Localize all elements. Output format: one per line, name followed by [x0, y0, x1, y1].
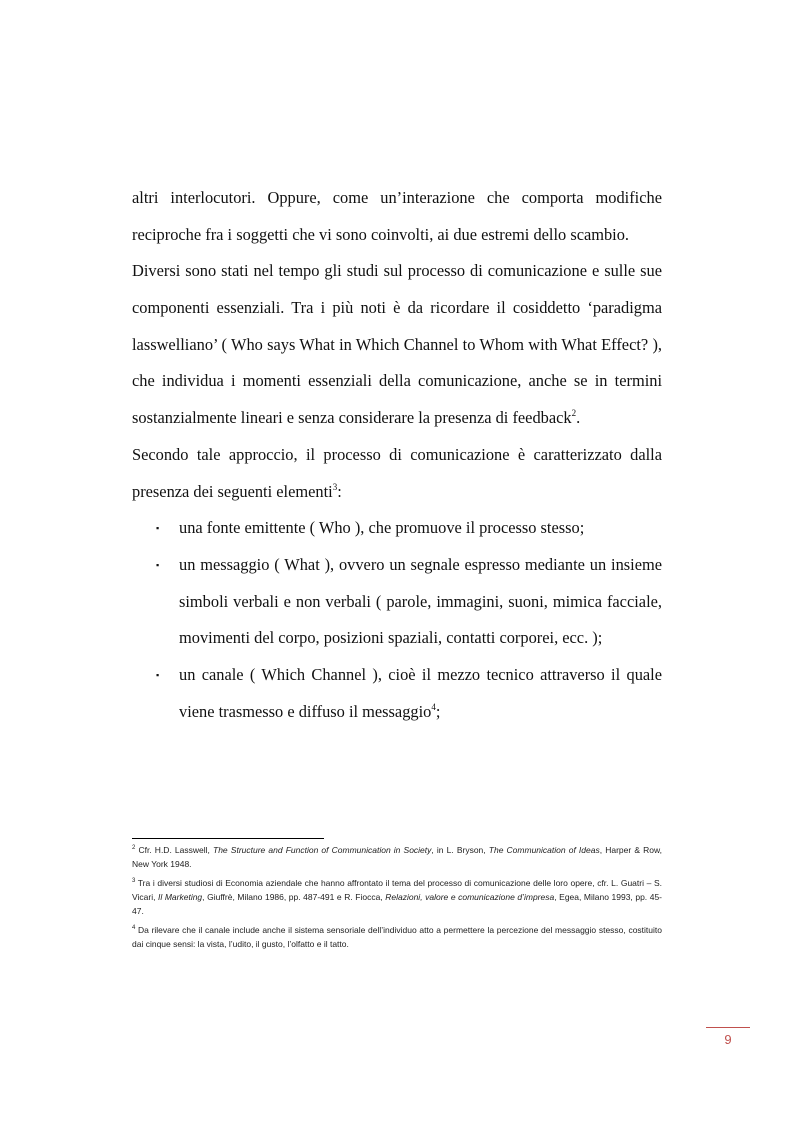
footnote-2-number: 2 [132, 845, 136, 851]
bullet-item-channel-line-2 [132, 694, 662, 731]
paragraph-2-line-5 [132, 400, 662, 437]
footnote-ref-4[interactable]: 4 [431, 701, 436, 712]
paragraph-2-line-1: Diversi sono stati nel tempo gli studi sul processo di comunicazione e sulle sue [132, 261, 662, 281]
paragraph-2-line-5-text: sostanzialmente lineari e senza considerare la presenza di feedback [132, 408, 572, 428]
bullet-item-channel-line-2-text: viene trasmesso e diffuso il messaggio [179, 701, 432, 721]
paragraph-2-line-5-end: . [576, 408, 581, 428]
footnote-ref-2[interactable]: 2 [571, 408, 577, 419]
footnote-3-text: Tra i diversi studiosi di Economia aziendale che hanno affrontato il tema del processo di comunicazione delle loro opere, cfr. L. Guatri – S. Vicari, [132, 878, 662, 902]
footnote-4-text: Da rilevare che il canale include anche il sistema sensoriale dell’individuo atto a permettere la percezione del messaggio stesso, costituito dai cinque sensi: la vista, l’udito, il gusto, l’olfatto e il tatto. [132, 925, 662, 949]
bullet-item-message [132, 547, 662, 584]
body-text [132, 180, 662, 730]
bullet-item-channel [132, 657, 662, 694]
paragraph-2-line-4: che individua i momenti essenziali della comunicazione, anche se in termini [132, 371, 662, 391]
footnote-3-title: Il Marketing [158, 892, 203, 902]
paragraph-3-line-1: Secondo tale approccio, il processo di comunicazione è caratterizzato dalla [132, 444, 662, 464]
bullet-square-icon: ▪ [156, 669, 160, 680]
footnote-3-text-3: , Egea, Milano 1993, pp. 45-47. [132, 892, 663, 916]
paragraph-2-line-2: componenti essenziali. Tra i più noti è da ricordare il cosiddetto ‘paradigma [132, 298, 662, 318]
footnote-4 [132, 923, 662, 951]
footnote-2-title: The Structure and Function of Communication in Society [213, 845, 432, 855]
footnote-4-number: 4 [132, 925, 136, 931]
footnote-2-text: Cfr. H.D. Lasswell, [135, 845, 214, 855]
paragraph-1-line-1: altri interlocutori. Oppure, come un’interazione che comporta modifiche [132, 188, 662, 207]
footnote-3-number: 3 [132, 878, 136, 884]
footnote-separator [132, 838, 324, 839]
footnote-3 [132, 876, 662, 918]
bullet-square-icon: ▪ [156, 559, 160, 570]
bullet-square-icon: ▪ [156, 523, 160, 534]
footnote-ref-3[interactable]: 3 [332, 481, 338, 492]
bullet-item-source [132, 510, 662, 547]
footnote-3-text-2: , Giuffrè, Milano 1986, pp. 487-491 e R. Fiocca, [202, 892, 386, 902]
bullet-item-channel-line-1: un canale ( Which Channel ), cioè il mezzo tecnico attraverso il quale [179, 664, 662, 684]
paragraph-3-line-2 [132, 474, 662, 511]
footnotes [132, 843, 662, 956]
footnote-2 [132, 843, 662, 871]
bullet-item-message-line-2: simboli verbali e non verbali ( parole, immagini, suoni, mimica facciale, [179, 591, 662, 611]
bullet-item-message-line-3: movimenti del corpo, posizioni spaziali, contatti corporei, ecc. ); [179, 628, 603, 648]
footnote-2-text-2: , in L. Bryson, [431, 845, 489, 855]
paragraph-2-line-3: lasswelliano’ ( Who says What in Which Channel to Whom with What Effect? ), [132, 334, 662, 354]
page-number-rule [706, 1027, 750, 1028]
footnote-3-title-2: Relazioni, valore e comunicazione d’impresa [385, 892, 555, 902]
paragraph-3-line-2-end: : [337, 481, 342, 501]
page-number: 9 [724, 1032, 732, 1047]
footnote-2-title-2: The Communication of Ideas [488, 845, 600, 855]
paragraph-1-line-2: reciproche fra i soggetti che vi sono coinvolti, ai due estremi dello scambio. [132, 224, 630, 244]
bullet-item-source-text: una fonte emittente ( Who ), che promuove il processo stesso; [179, 518, 585, 538]
paragraph-3-line-2-text: presenza dei seguenti elementi [132, 481, 333, 501]
bullet-item-message-line-1: un messaggio ( What ), ovvero un segnale espresso mediante un insieme [179, 554, 662, 574]
bullet-item-channel-line-2-end: ; [435, 701, 441, 721]
footnote-2-text-3: , Harper & Row, New York 1948. [132, 845, 663, 869]
